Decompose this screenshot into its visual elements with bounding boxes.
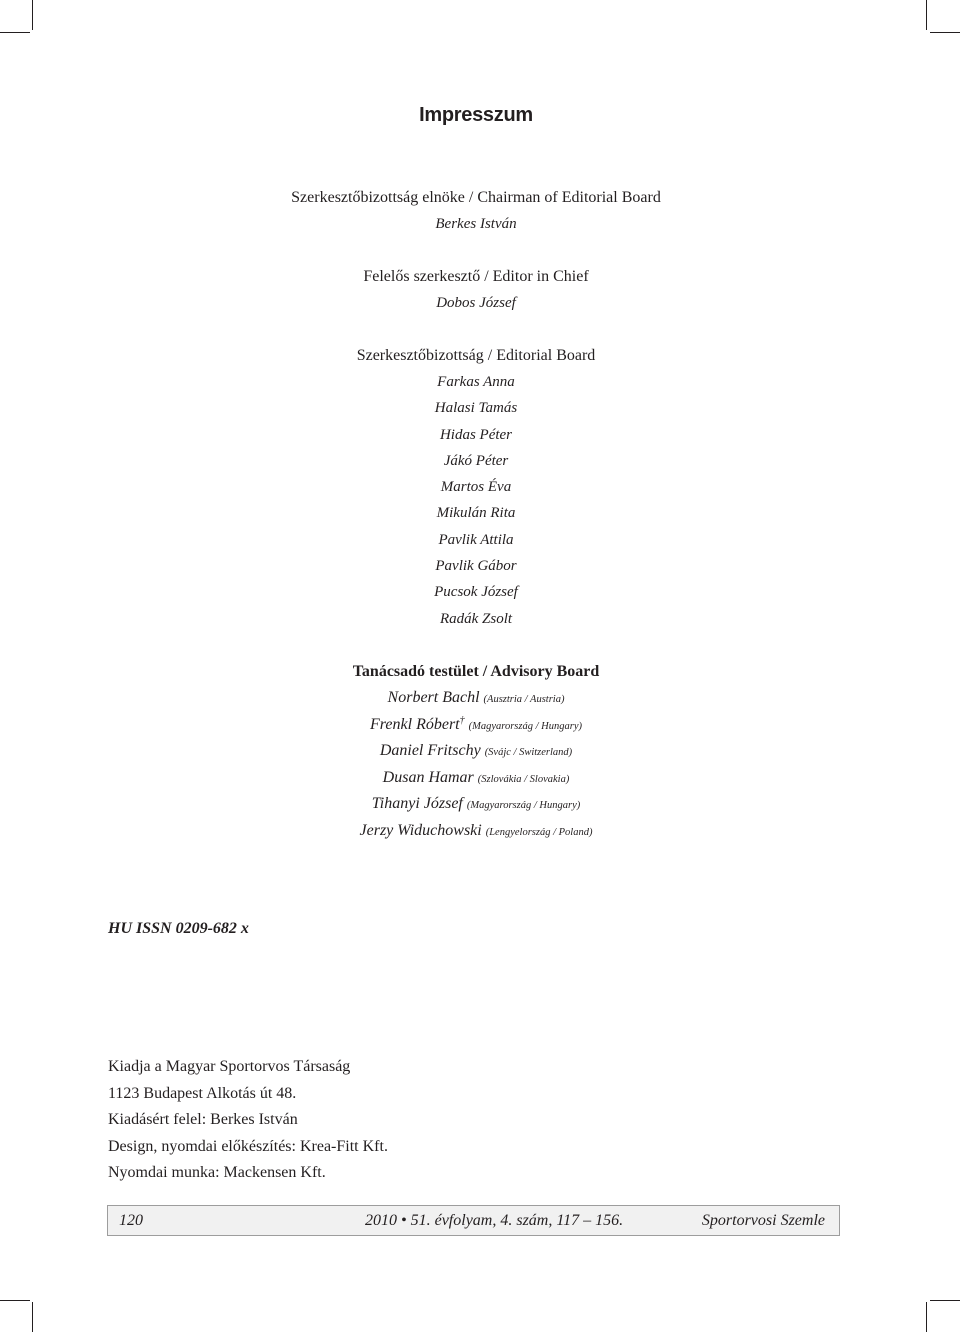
crop-mark-bottom-right — [926, 1302, 927, 1332]
advisory-member-name: Tihanyi József — [371, 795, 463, 812]
crop-mark-bottom-right-h — [930, 1300, 960, 1301]
publisher-line: Kiadásért felel: Berkes István — [108, 1111, 298, 1128]
journal-name: Sportorvosi Szemle — [701, 1212, 825, 1229]
advisory-member-name: Norbert Bachl — [387, 689, 480, 706]
chairman-section — [0, 185, 952, 237]
board-member: Pucsok József — [434, 584, 518, 601]
advisory-member — [0, 685, 952, 712]
publisher-line: Nyomdai munka: Mackensen Kft. — [108, 1164, 326, 1181]
crop-mark-bottom-left-h — [0, 1300, 30, 1301]
crop-mark-bottom-left — [32, 1302, 33, 1332]
board-member: Halasi Tamás — [434, 400, 518, 417]
board-member: Radák Zsolt — [439, 610, 513, 627]
page-title: Impresszum — [419, 104, 533, 126]
board-member: Jákó Péter — [443, 452, 509, 469]
advisory-member — [0, 712, 952, 739]
advisory-member-country: (Magyarország / Hungary) — [468, 720, 582, 732]
board-heading: Szerkesztőbizottság / Editorial Board — [356, 347, 596, 364]
advisory-member-name: Dusan Hamar — [382, 768, 474, 786]
editor-name: Dobos József — [436, 295, 516, 311]
advisory-member-country: (Szlovákia / Slovakia) — [477, 773, 570, 785]
chairman-name: Berkes István — [435, 216, 517, 232]
publisher-line: Design, nyomdai előkészítés: Krea-Fitt Kft. — [108, 1137, 388, 1155]
advisory-heading: Tanácsadó testület / Advisory Board — [352, 663, 600, 680]
advisory-member-name: Jerzy Widuchowski — [359, 821, 482, 839]
advisory-member — [0, 765, 952, 792]
board-member: Pavlik Attila — [438, 531, 514, 548]
crop-mark-top-right-h — [930, 32, 960, 33]
advisory-member-country: (Magyarország / Hungary) — [466, 800, 581, 811]
crop-mark-top-left — [32, 0, 33, 30]
page-number: 120 — [119, 1212, 143, 1229]
advisory-member-mark: † — [459, 714, 465, 726]
board-section — [0, 343, 952, 632]
issue-info: 2010 • 51. évfolyam, 4. szám, 117 – 156. — [365, 1212, 624, 1229]
chairman-heading: Szerkesztőbizottság elnöke / Chairman of Editorial Board — [291, 189, 661, 206]
advisory-member-name: Frenkl Róbert — [370, 715, 460, 733]
advisory-member-country: (Ausztria / Austria) — [483, 694, 565, 705]
publisher-info — [108, 1054, 388, 1187]
board-member: Martos Éva — [440, 479, 512, 496]
advisory-member-country: (Lengyelország / Poland) — [485, 826, 593, 838]
page-footer — [107, 1205, 840, 1236]
board-member: Hidas Péter — [439, 426, 513, 443]
crop-mark-top-right — [926, 0, 927, 30]
advisory-member — [0, 818, 952, 845]
advisory-member — [0, 738, 952, 765]
editor-section — [0, 264, 952, 316]
publisher-line: 1123 Budapest Alkotás út 48. — [108, 1084, 297, 1102]
publisher-line: Kiadja a Magyar Sportorvos Társaság — [108, 1058, 351, 1075]
advisory-member-name: Daniel Fritschy — [379, 742, 481, 759]
crop-mark-top-left-h — [0, 32, 30, 33]
board-member: Farkas Anna — [437, 374, 515, 390]
board-member: Pavlik Gábor — [435, 558, 517, 575]
board-member: Mikulán Rita — [436, 505, 516, 522]
advisory-section — [0, 659, 952, 844]
editor-heading: Felelős szerkesztő / Editor in Chief — [363, 268, 589, 285]
issn-number: HU ISSN 0209-682 x — [108, 920, 249, 937]
advisory-member-country: (Svájc / Switzerland) — [484, 747, 573, 758]
advisory-member — [0, 791, 952, 818]
